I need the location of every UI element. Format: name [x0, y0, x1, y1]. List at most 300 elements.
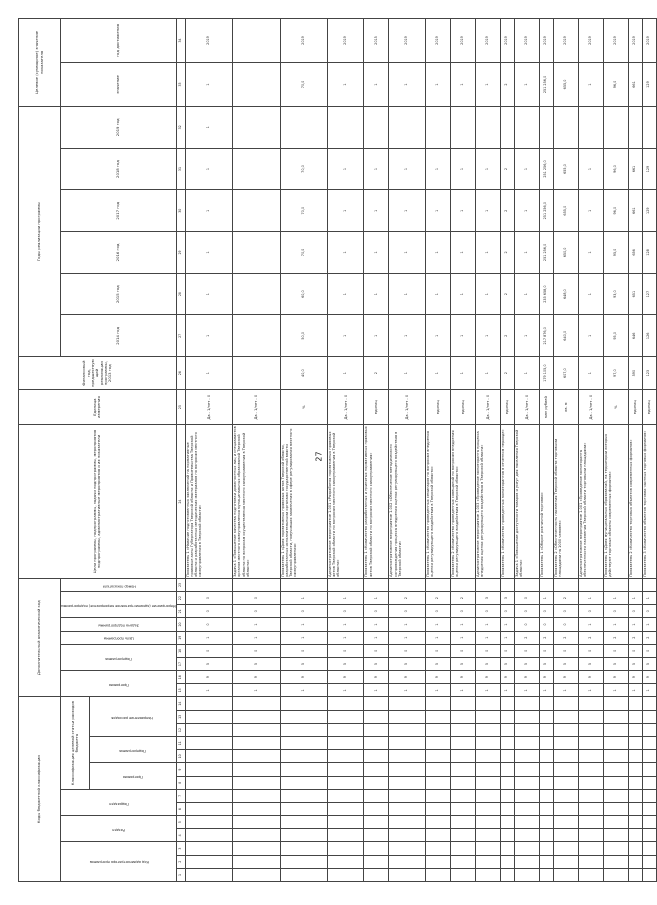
budget-code-cell — [500, 697, 514, 710]
additional-code-digit: 0 — [514, 592, 539, 605]
additional-code-digit: 1 — [475, 618, 500, 631]
budget-code-cell — [233, 710, 280, 723]
additional-code-digit: 0 — [328, 605, 364, 618]
document-sheet — [18, 18, 652, 882]
additional-code-digit: 0 — [389, 605, 425, 618]
additional-code-digit: 9 — [280, 671, 327, 684]
table-row — [553, 19, 578, 882]
budget-code-cell — [500, 750, 514, 763]
year-value: 1 — [328, 357, 364, 390]
year-value — [500, 106, 514, 148]
indicator-text: Показатель 1 «Количество проведенных мониторингов в отчетном периоде» — [500, 425, 514, 579]
budget-code-cell — [280, 789, 327, 802]
budget-code-cell — [500, 816, 514, 829]
additional-code-digit: 9 — [603, 671, 628, 684]
additional-code-digit: 0 — [233, 644, 280, 657]
additional-code-digit: 0 — [514, 605, 539, 618]
header-target: Целевое (суммарное) значение показателя — [19, 19, 61, 107]
budget-code-cell — [364, 697, 389, 710]
budget-code-cell — [603, 750, 628, 763]
unit-cell: единиц — [364, 390, 389, 425]
budget-code-cell — [539, 776, 553, 789]
budget-code-cell — [500, 829, 514, 842]
year-value — [233, 148, 280, 190]
budget-code-cell — [185, 829, 232, 842]
year-value: 2 — [500, 190, 514, 232]
additional-code-digit: 0 — [553, 605, 578, 618]
additional-code-digit: 2 — [539, 631, 553, 644]
additional-code-digit: 1 — [280, 684, 327, 697]
budget-code-cell — [450, 802, 475, 815]
header-y2018: 2018 год — [61, 148, 177, 190]
table-row — [450, 19, 475, 882]
header-programma2: Программа — [61, 671, 177, 697]
budget-code-cell — [475, 816, 500, 829]
budget-code-cell — [642, 868, 656, 881]
indicator-text: Показатель 1 «Доля нормативных правовых актов Тверской области, разработанных исполнительными органами государственной власти Тверской области, получивших заключения в сфере регулирования местного самоуправления» — [280, 425, 327, 579]
budget-code-cell — [553, 750, 578, 763]
table-row — [364, 19, 389, 882]
rotated-table-wrap — [18, 18, 652, 882]
year-value: 96,0 — [603, 148, 628, 190]
indicator-text: Показатель 2 «Количество проведенных совещаний по вопросам внедрения оценки регулирующего воздействия в Тверской области» — [450, 425, 475, 579]
budget-code-cell — [185, 802, 232, 815]
header-fin-year: Финансовый год, предшествующий реализации программы, 2013 год — [19, 357, 177, 390]
additional-code-digit: 9 — [233, 671, 280, 684]
column-number: 34 — [176, 19, 185, 63]
target-value: 1 — [389, 63, 425, 107]
budget-code-cell — [628, 763, 642, 776]
budget-code-cell — [475, 802, 500, 815]
year-value: 40,0 — [280, 357, 327, 390]
achieve-year: 2019 — [185, 19, 232, 63]
additional-code-digit: 2 — [603, 631, 628, 644]
budget-code-cell — [425, 776, 450, 789]
additional-code-digit: 1 — [628, 684, 642, 697]
indicator-text: Показатель 2 «Количество торговых объектов современных форматов» — [628, 425, 642, 579]
budget-code-cell — [328, 789, 364, 802]
table-row — [233, 19, 280, 882]
table-row — [578, 19, 603, 882]
budget-code-cell — [185, 776, 232, 789]
budget-code-cell — [628, 737, 642, 750]
year-value — [642, 106, 656, 148]
budget-code-cell — [280, 723, 327, 736]
budget-code-cell — [603, 723, 628, 736]
indicator-text: Показатель 1 «Доля муниципальных образований, на территории которых действуют торговые объекты современных форматов» — [603, 425, 628, 579]
additional-code-digit: 1 — [280, 592, 327, 605]
budget-code-cell — [603, 737, 628, 750]
budget-code-cell — [539, 737, 553, 750]
year-value: 95,0 — [603, 232, 628, 274]
unit-cell: % — [280, 390, 327, 425]
budget-code-cell — [642, 697, 656, 710]
additional-code-digit: 0 — [450, 605, 475, 618]
additional-code-digit: 2 — [578, 631, 603, 644]
additional-code-digit: 0 — [233, 592, 280, 605]
year-value: 2 — [500, 315, 514, 357]
budget-code-cell — [389, 723, 425, 736]
header-indicator-no: Номер показателя — [61, 578, 177, 591]
year-value: 1 — [328, 273, 364, 315]
year-value: 655,0 — [553, 190, 578, 232]
additional-code-digit: 1 — [500, 618, 514, 631]
achieve-year: 2019 — [539, 19, 553, 63]
additional-code-digit: 0 — [514, 618, 539, 631]
additional-code-digit: 5 — [185, 657, 232, 670]
year-value: 2 — [500, 148, 514, 190]
budget-code-cell — [328, 816, 364, 829]
year-value: 646 — [628, 315, 642, 357]
additional-code-digit: 0 — [500, 605, 514, 618]
column-number: 13 — [176, 710, 185, 723]
additional-code-digit: 5 — [364, 657, 389, 670]
year-value: 179 105,0 — [539, 357, 553, 390]
additional-code-digit: 2 — [642, 631, 656, 644]
additional-code-digit: 1 — [603, 618, 628, 631]
budget-code-cell — [233, 776, 280, 789]
unit-cell: кв. м — [553, 390, 578, 425]
budget-code-cell — [475, 829, 500, 842]
year-value: 129 — [642, 148, 656, 190]
budget-code-cell — [500, 855, 514, 868]
table-row — [642, 19, 656, 882]
header-budget-codes: Коды бюджетной классификации — [19, 697, 61, 882]
budget-code-cell — [578, 763, 603, 776]
budget-code-cell — [425, 829, 450, 842]
header-goal-program: Цель программы — [61, 631, 177, 644]
budget-code-cell — [553, 723, 578, 736]
budget-code-cell — [328, 868, 364, 881]
budget-code-cell — [475, 868, 500, 881]
year-value: 1 — [514, 148, 539, 190]
table-row — [475, 19, 500, 882]
budget-code-cell — [642, 763, 656, 776]
budget-code-cell — [328, 776, 364, 789]
budget-code-cell — [389, 802, 425, 815]
additional-code-digit: 1 — [389, 618, 425, 631]
year-value: 1 — [450, 273, 475, 315]
budget-code-cell — [578, 842, 603, 855]
additional-code-digit: 0 — [475, 644, 500, 657]
budget-code-cell — [328, 855, 364, 868]
budget-code-cell — [553, 855, 578, 868]
year-value — [450, 106, 475, 148]
budget-code-cell — [450, 842, 475, 855]
budget-code-cell — [603, 802, 628, 815]
additional-code-digit: 1 — [450, 631, 475, 644]
additional-code-digit: 9 — [553, 671, 578, 684]
header-event: Мероприятие (административное мероприятие) подпрограммы — [61, 592, 177, 618]
budget-code-cell — [185, 697, 232, 710]
column-number: 29 — [176, 232, 185, 274]
budget-code-cell — [553, 710, 578, 723]
achieve-year: 2015 — [364, 19, 389, 63]
budget-code-cell — [364, 816, 389, 829]
additional-code-digit: 1 — [450, 684, 475, 697]
year-value — [553, 106, 578, 148]
additional-code-digit: 2 — [389, 592, 425, 605]
budget-code-cell — [450, 737, 475, 750]
indicator-text: Показатель 1 «Количество разработанных и принятых нормативных правовых актов Тверской области по вопросам местного самоуправления» — [364, 425, 389, 579]
additional-code-digit: 1 — [450, 618, 475, 631]
budget-code-cell — [475, 789, 500, 802]
additional-code-digit: 5 — [539, 657, 553, 670]
budget-code-cell — [280, 868, 327, 881]
budget-code-cell — [475, 855, 500, 868]
year-value: 217 876,0 — [539, 315, 553, 357]
indicator-text: Административное мероприятие 1.001 «Разработка нормативных правовых актов Тверской области по вопросам местного самоуправления в Тверской области» — [328, 425, 364, 579]
budget-code-cell — [539, 855, 553, 868]
additional-code-digit: 1 — [628, 618, 642, 631]
indicator-text: Показатель 1 «Наличие подготовленных заключений на нормативные правовые акты Губернатора Тверской области и Правительства Тверской области и разработанных методических материалов по вопросам местного самоуправления в Тверской области» — [185, 425, 232, 579]
budget-code-cell — [628, 868, 642, 881]
budget-code-cell — [450, 750, 475, 763]
budget-code-cell — [539, 763, 553, 776]
budget-code-cell — [642, 737, 656, 750]
header-goals-text: Цели программы, подпрограммы, задачи подпрограммы, мероприятия подпрограммы, административные мероприятия и их показатели — [19, 425, 177, 579]
budget-code-cell — [450, 816, 475, 829]
year-value: 96,0 — [603, 190, 628, 232]
year-value: 656 — [628, 232, 642, 274]
header-y2014: 2014 год — [61, 315, 177, 357]
additional-code-digit: 1 — [364, 592, 389, 605]
budget-code-cell — [425, 855, 450, 868]
budget-code-cell — [514, 855, 539, 868]
budget-code-cell — [628, 776, 642, 789]
year-value: 1 — [185, 357, 232, 390]
budget-code-cell — [514, 750, 539, 763]
additional-code-digit: 5 — [328, 657, 364, 670]
achieve-year: 2019 — [425, 19, 450, 63]
year-value: 1 — [475, 232, 500, 274]
additional-code-digit: 1 — [578, 618, 603, 631]
budget-code-cell — [280, 737, 327, 750]
additional-code-digit — [450, 578, 475, 591]
additional-code-digit: 9 — [500, 671, 514, 684]
additional-code-digit: 1 — [425, 631, 450, 644]
header-value: значение — [61, 63, 177, 107]
budget-code-cell — [233, 737, 280, 750]
additional-code-digit: 5 — [514, 657, 539, 670]
budget-code-cell — [328, 842, 364, 855]
additional-code-digit: 2 — [450, 592, 475, 605]
additional-code-digit: 2 — [553, 592, 578, 605]
additional-code-digit: 1 — [185, 631, 232, 644]
year-value: 1 — [328, 315, 364, 357]
year-value — [578, 106, 603, 148]
budget-code-cell — [328, 697, 364, 710]
year-value: 60,0 — [280, 273, 327, 315]
budget-code-cell — [539, 750, 553, 763]
year-value: 95,0 — [603, 315, 628, 357]
indicator-text: Показатель 1 «Оборот розничной торговли» — [539, 425, 553, 579]
budget-code-cell — [425, 750, 450, 763]
budget-code-cell — [364, 763, 389, 776]
additional-code-digit: 0 — [539, 605, 553, 618]
year-value: 1 — [450, 190, 475, 232]
budget-code-cell — [364, 737, 389, 750]
additional-code-digit: 0 — [233, 605, 280, 618]
additional-code-digit: 0 — [389, 644, 425, 657]
table-row — [539, 19, 553, 882]
budget-code-cell — [280, 710, 327, 723]
budget-code-cell — [578, 710, 603, 723]
budget-code-cell — [500, 802, 514, 815]
budget-code-cell — [389, 763, 425, 776]
additional-code-digit — [389, 578, 425, 591]
budget-code-cell — [578, 776, 603, 789]
column-number: 15 — [176, 684, 185, 697]
budget-code-cell — [475, 710, 500, 723]
column-numbers-row — [176, 19, 185, 882]
header-years-block: Годы реализации программы — [19, 106, 61, 356]
year-value: 1 — [364, 148, 389, 190]
additional-code-digit: 1 — [603, 592, 628, 605]
additional-code-digit: 1 — [539, 684, 553, 697]
year-value — [328, 106, 364, 148]
additional-code-digit: 5 — [628, 657, 642, 670]
year-value: 1 — [185, 106, 232, 148]
additional-code-digit: 1 — [364, 631, 389, 644]
budget-code-cell — [514, 868, 539, 881]
budget-code-cell — [578, 789, 603, 802]
year-value: 1 — [328, 190, 364, 232]
table-row — [603, 19, 628, 882]
year-value: 97,0 — [603, 357, 628, 390]
column-number: 9 — [176, 763, 185, 776]
budget-code-cell — [603, 789, 628, 802]
year-value — [364, 106, 389, 148]
budget-code-cell — [280, 776, 327, 789]
budget-code-cell — [642, 776, 656, 789]
budget-code-cell — [328, 710, 364, 723]
budget-code-cell — [500, 868, 514, 881]
budget-code-cell — [539, 710, 553, 723]
achieve-year: 2019 — [553, 19, 578, 63]
additional-code-digit: 0 — [185, 644, 232, 657]
column-number: 18 — [176, 644, 185, 657]
additional-code-digit: 0 — [328, 644, 364, 657]
header-unit: Единица измерения — [19, 390, 177, 425]
year-value: 1 — [425, 232, 450, 274]
additional-code-digit: 1 — [553, 684, 578, 697]
budget-code-cell — [628, 723, 642, 736]
column-number: 30 — [176, 190, 185, 232]
budget-code-cell — [628, 710, 642, 723]
budget-code-cell — [364, 723, 389, 736]
budget-code-cell — [450, 710, 475, 723]
year-value: 1 — [450, 148, 475, 190]
additional-code-digit — [185, 578, 232, 591]
target-value: 1 — [450, 63, 475, 107]
budget-code-cell — [500, 789, 514, 802]
year-value: 2 — [364, 357, 389, 390]
target-value: 1 — [185, 63, 232, 107]
column-number: 20 — [176, 618, 185, 631]
additional-code-digit: 1 — [425, 618, 450, 631]
additional-code-digit: 0 — [628, 644, 642, 657]
budget-code-cell — [425, 789, 450, 802]
achieve-year: 2019 — [642, 19, 656, 63]
additional-code-digit — [514, 578, 539, 591]
year-value — [389, 106, 425, 148]
budget-code-cell — [328, 802, 364, 815]
budget-code-cell — [514, 710, 539, 723]
column-number: 26 — [176, 357, 185, 390]
additional-code-digit: 1 — [475, 684, 500, 697]
year-value: 50,0 — [280, 315, 327, 357]
year-value: 1 — [425, 273, 450, 315]
unit-cell: Да - 1/нет - 0 — [328, 390, 364, 425]
year-value — [475, 106, 500, 148]
additional-code-digit: 0 — [578, 605, 603, 618]
target-value: 2 — [500, 63, 514, 107]
year-value: 1 — [578, 148, 603, 190]
unit-cell: Да - 1/нет - 0 — [389, 390, 425, 425]
budget-code-cell — [578, 750, 603, 763]
budget-code-cell — [233, 855, 280, 868]
budget-code-cell — [389, 842, 425, 855]
additional-code-digit: 1 — [642, 592, 656, 605]
budget-code-cell — [578, 855, 603, 868]
header-podprogramma2: Подпрограмма — [61, 644, 177, 670]
year-value: 1 — [425, 190, 450, 232]
budget-code-cell — [450, 829, 475, 842]
budget-code-cell — [450, 776, 475, 789]
year-value — [603, 106, 628, 148]
year-value: 1 — [578, 357, 603, 390]
budget-code-cell — [185, 842, 232, 855]
additional-code-digit — [425, 578, 450, 591]
column-number: 17 — [176, 657, 185, 670]
budget-code-cell — [578, 737, 603, 750]
budget-code-cell — [280, 842, 327, 855]
additional-code-digit — [539, 578, 553, 591]
additional-code-digit: 5 — [389, 657, 425, 670]
year-value: 1 — [514, 232, 539, 274]
column-number: 21 — [176, 605, 185, 618]
additional-code-digit: 1 — [233, 618, 280, 631]
table-row — [514, 19, 539, 882]
column-number: 23 — [176, 578, 185, 591]
additional-code-digit: 9 — [475, 671, 500, 684]
year-value: 1 — [578, 315, 603, 357]
target-value: 70,0 — [280, 63, 327, 107]
year-value: 661 — [628, 148, 642, 190]
additional-code-digit: 1 — [364, 618, 389, 631]
budget-code-cell — [642, 842, 656, 855]
year-value: 1 — [475, 357, 500, 390]
additional-code-digit: 0 — [185, 592, 232, 605]
budget-code-cell — [425, 816, 450, 829]
year-value — [514, 106, 539, 148]
year-value: 607,0 — [553, 357, 578, 390]
budget-code-cell — [364, 802, 389, 815]
year-value: 1 — [389, 315, 425, 357]
budget-code-cell — [425, 697, 450, 710]
target-value: 1 — [514, 63, 539, 107]
budget-code-cell — [389, 697, 425, 710]
budget-code-cell — [233, 816, 280, 829]
additional-code-digit: 2 — [425, 592, 450, 605]
achieve-year: 2019 — [578, 19, 603, 63]
additional-code-digit: 0 — [475, 605, 500, 618]
year-value — [233, 232, 280, 274]
column-number: 28 — [176, 273, 185, 315]
budget-code-cell — [425, 710, 450, 723]
additional-code-digit: 9 — [642, 671, 656, 684]
